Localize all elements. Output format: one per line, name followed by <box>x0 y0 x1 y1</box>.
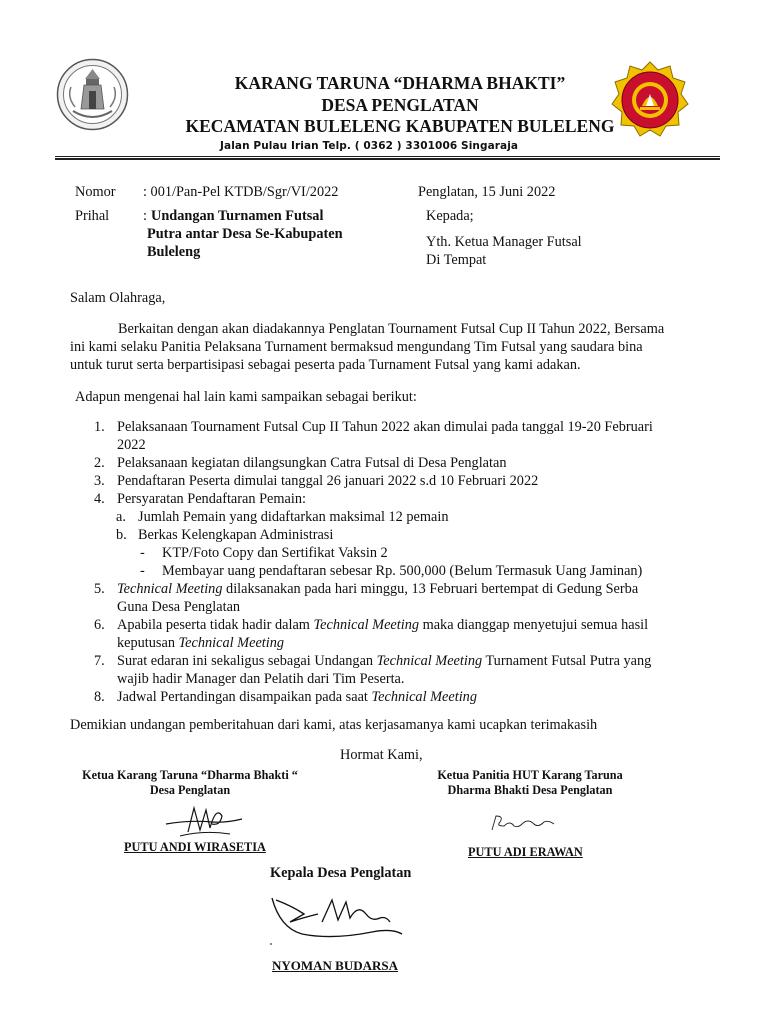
letter-date: Penglatan, 15 Juni 2022 <box>418 184 556 200</box>
village-heading: DESA PENGLATAN <box>321 95 479 115</box>
paragraph-1-line3: untuk turut serta berpartisipasi sebagai peserta pada Turnament Futsal yang kami adakan. <box>70 357 581 373</box>
prihal-value-line1: Undangan Turnamen Futsal <box>151 208 324 224</box>
header-rule <box>55 156 720 157</box>
list-item-text: Persyaratan Pendaftaran Pemain: <box>117 491 306 507</box>
list-item-number: 1. <box>94 419 105 435</box>
list-intro: Adapun mengenai hal lain kami sampaikan sebagai berikut: <box>75 389 417 405</box>
text-segment: keputusan <box>117 635 179 651</box>
prihal-value-line3: Buleleng <box>147 244 201 260</box>
text-segment: Turnament Futsal Putra yang <box>482 653 652 669</box>
text-segment: maka dianggap menyetujui semua hasil <box>419 617 649 633</box>
list-item-number: 8. <box>94 689 105 705</box>
dash-bullet: - <box>140 563 145 579</box>
left-signature <box>160 800 250 842</box>
right-signer-name: PUTU ADI ERAWAN <box>468 845 583 859</box>
text-segment: dilaksanakan pada hari minggu, 13 Februari bertempat di Gedung Serba <box>222 581 639 597</box>
left-signer-name: PUTU ANDI WIRASETIA <box>124 840 266 854</box>
village-head-name: NYOMAN BUDARSA <box>272 958 399 973</box>
list-item <box>70 652 690 688</box>
district-heading: KECAMATAN BULELENG KABUPATEN BULELENG <box>185 116 615 136</box>
list-item-text: Pendaftaran Peserta dimulai tanggal 26 januari 2022 s.d 10 Februari 2022 <box>117 473 539 489</box>
right-signature <box>488 812 558 836</box>
nomor-label: Nomor <box>75 184 116 200</box>
list-item-number: 2. <box>94 455 105 471</box>
village-head-role: Kepala Desa Penglatan <box>270 865 412 881</box>
paragraph-1-line1: Berkaitan dengan akan diadakannya Penglatan Tournament Futsal Cup II Tahun 2022, Bersama <box>118 321 665 337</box>
list-item-text: Pelaksanaan Tournament Futsal Cup II Tahun 2022 akan dimulai pada tanggal 19-20 Februari <box>117 419 653 435</box>
list-item-number: 3. <box>94 473 105 489</box>
recipient-line1: Yth. Ketua Manager Futsal <box>426 234 582 250</box>
regency-emblem-logo <box>55 57 130 132</box>
prihal-value-line2: Putra antar Desa Se-Kabupaten <box>147 226 343 242</box>
right-signer-role-line2: Dharma Bhakti Desa Penglatan <box>447 783 613 797</box>
sub-list-letter: b. <box>116 527 127 543</box>
prihal-label: Prihal <box>75 208 110 224</box>
sub-list-item <box>70 508 690 526</box>
left-signer-role-line1: Ketua Karang Taruna “Dharma Bhakti “ <box>82 768 298 782</box>
sub-list-text: Berkas Kelengkapan Administrasi <box>138 527 334 543</box>
italic-term: Technical Meeting <box>371 689 477 705</box>
text-segment: Jadwal Pertandingan disampaikan pada saat <box>117 689 372 705</box>
italic-term: Technical Meeting <box>313 617 419 633</box>
text-segment: Apabila peserta tidak hadir dalam <box>117 617 314 633</box>
sub-list-letter: a. <box>116 509 126 525</box>
list-item <box>70 580 690 616</box>
header-rule-secondary <box>55 158 720 160</box>
italic-term: Technical Meeting <box>117 581 223 597</box>
village-head-signature <box>262 888 412 950</box>
italic-term: Technical Meeting <box>178 635 285 651</box>
dash-bullet: - <box>140 545 145 561</box>
list-item <box>70 616 690 652</box>
prihal-colon: : <box>143 208 147 224</box>
list-item-number: 4. <box>94 491 105 507</box>
left-signer-role-line2: Desa Penglatan <box>149 783 231 797</box>
list-item <box>70 688 690 706</box>
list-item-text-cont <box>117 634 690 652</box>
kepada-label: Kepada; <box>426 208 474 224</box>
right-signer-role-line1: Ketua Panitia HUT Karang Taruna <box>437 768 623 782</box>
list-item-text <box>117 616 690 634</box>
sub-sub-text: Membayar uang pendaftaran sebesar Rp. 500,000 (Belum Termasuk Uang Jaminan) <box>162 563 643 579</box>
text-segment: Surat edaran ini sekaligus sebagai Undangan <box>117 653 377 669</box>
sub-list-item <box>70 526 690 544</box>
requirements-list <box>70 418 690 706</box>
list-item-number: 7. <box>94 653 105 669</box>
list-item-text <box>117 688 690 706</box>
sub-sub-list-item <box>70 562 690 580</box>
org-name-heading: KARANG TARUNA “DHARMA BHAKTI” <box>234 73 566 93</box>
list-item-number: 6. <box>94 617 105 633</box>
paragraph-1-line2: ini kami selaku Panitia Pelaksana Turnament bermaksud mengundang Tim Futsal yang saudara bina <box>70 339 643 355</box>
regards: Hormat Kami, <box>340 747 423 763</box>
list-item-text <box>117 580 690 598</box>
list-item <box>70 472 690 490</box>
sub-sub-list-item <box>70 544 690 562</box>
list-item <box>70 418 690 454</box>
list-item-text-cont: Guna Desa Penglatan <box>117 599 241 615</box>
nomor-value: : 001/Pan-Pel KTDB/Sgr/VI/2022 <box>143 184 339 200</box>
list-item <box>70 454 690 472</box>
sub-list-text: Jumlah Pemain yang didaftarkan maksimal 12 pemain <box>138 509 449 525</box>
closing-sentence: Demikian undangan pemberitahuan dari kami, atas kerjasamanya kami ucapkan terimakasih <box>70 717 598 733</box>
sub-list <box>70 508 690 580</box>
list-item-text: Pelaksanaan kegiatan dilangsungkan Catra Futsal di Desa Penglatan <box>117 455 507 471</box>
list-item <box>70 490 690 508</box>
list-item-text-cont: 2022 <box>117 437 146 453</box>
italic-term: Technical Meeting <box>376 653 483 669</box>
list-item-number: 5. <box>94 581 105 597</box>
list-item-text-cont: wajib hadir Manager dan Pelatih dari Tim Peserta. <box>117 671 405 687</box>
sub-sub-text: KTP/Foto Copy dan Sertifikat Vaksin 2 <box>162 545 388 561</box>
address-line: Jalan Pulau Irian Telp. ( 0362 ) 3301006 Singaraja <box>220 140 519 152</box>
list-item-text <box>117 652 690 670</box>
recipient-line2: Di Tempat <box>426 252 487 268</box>
greeting: Salam Olahraga, <box>70 290 166 306</box>
